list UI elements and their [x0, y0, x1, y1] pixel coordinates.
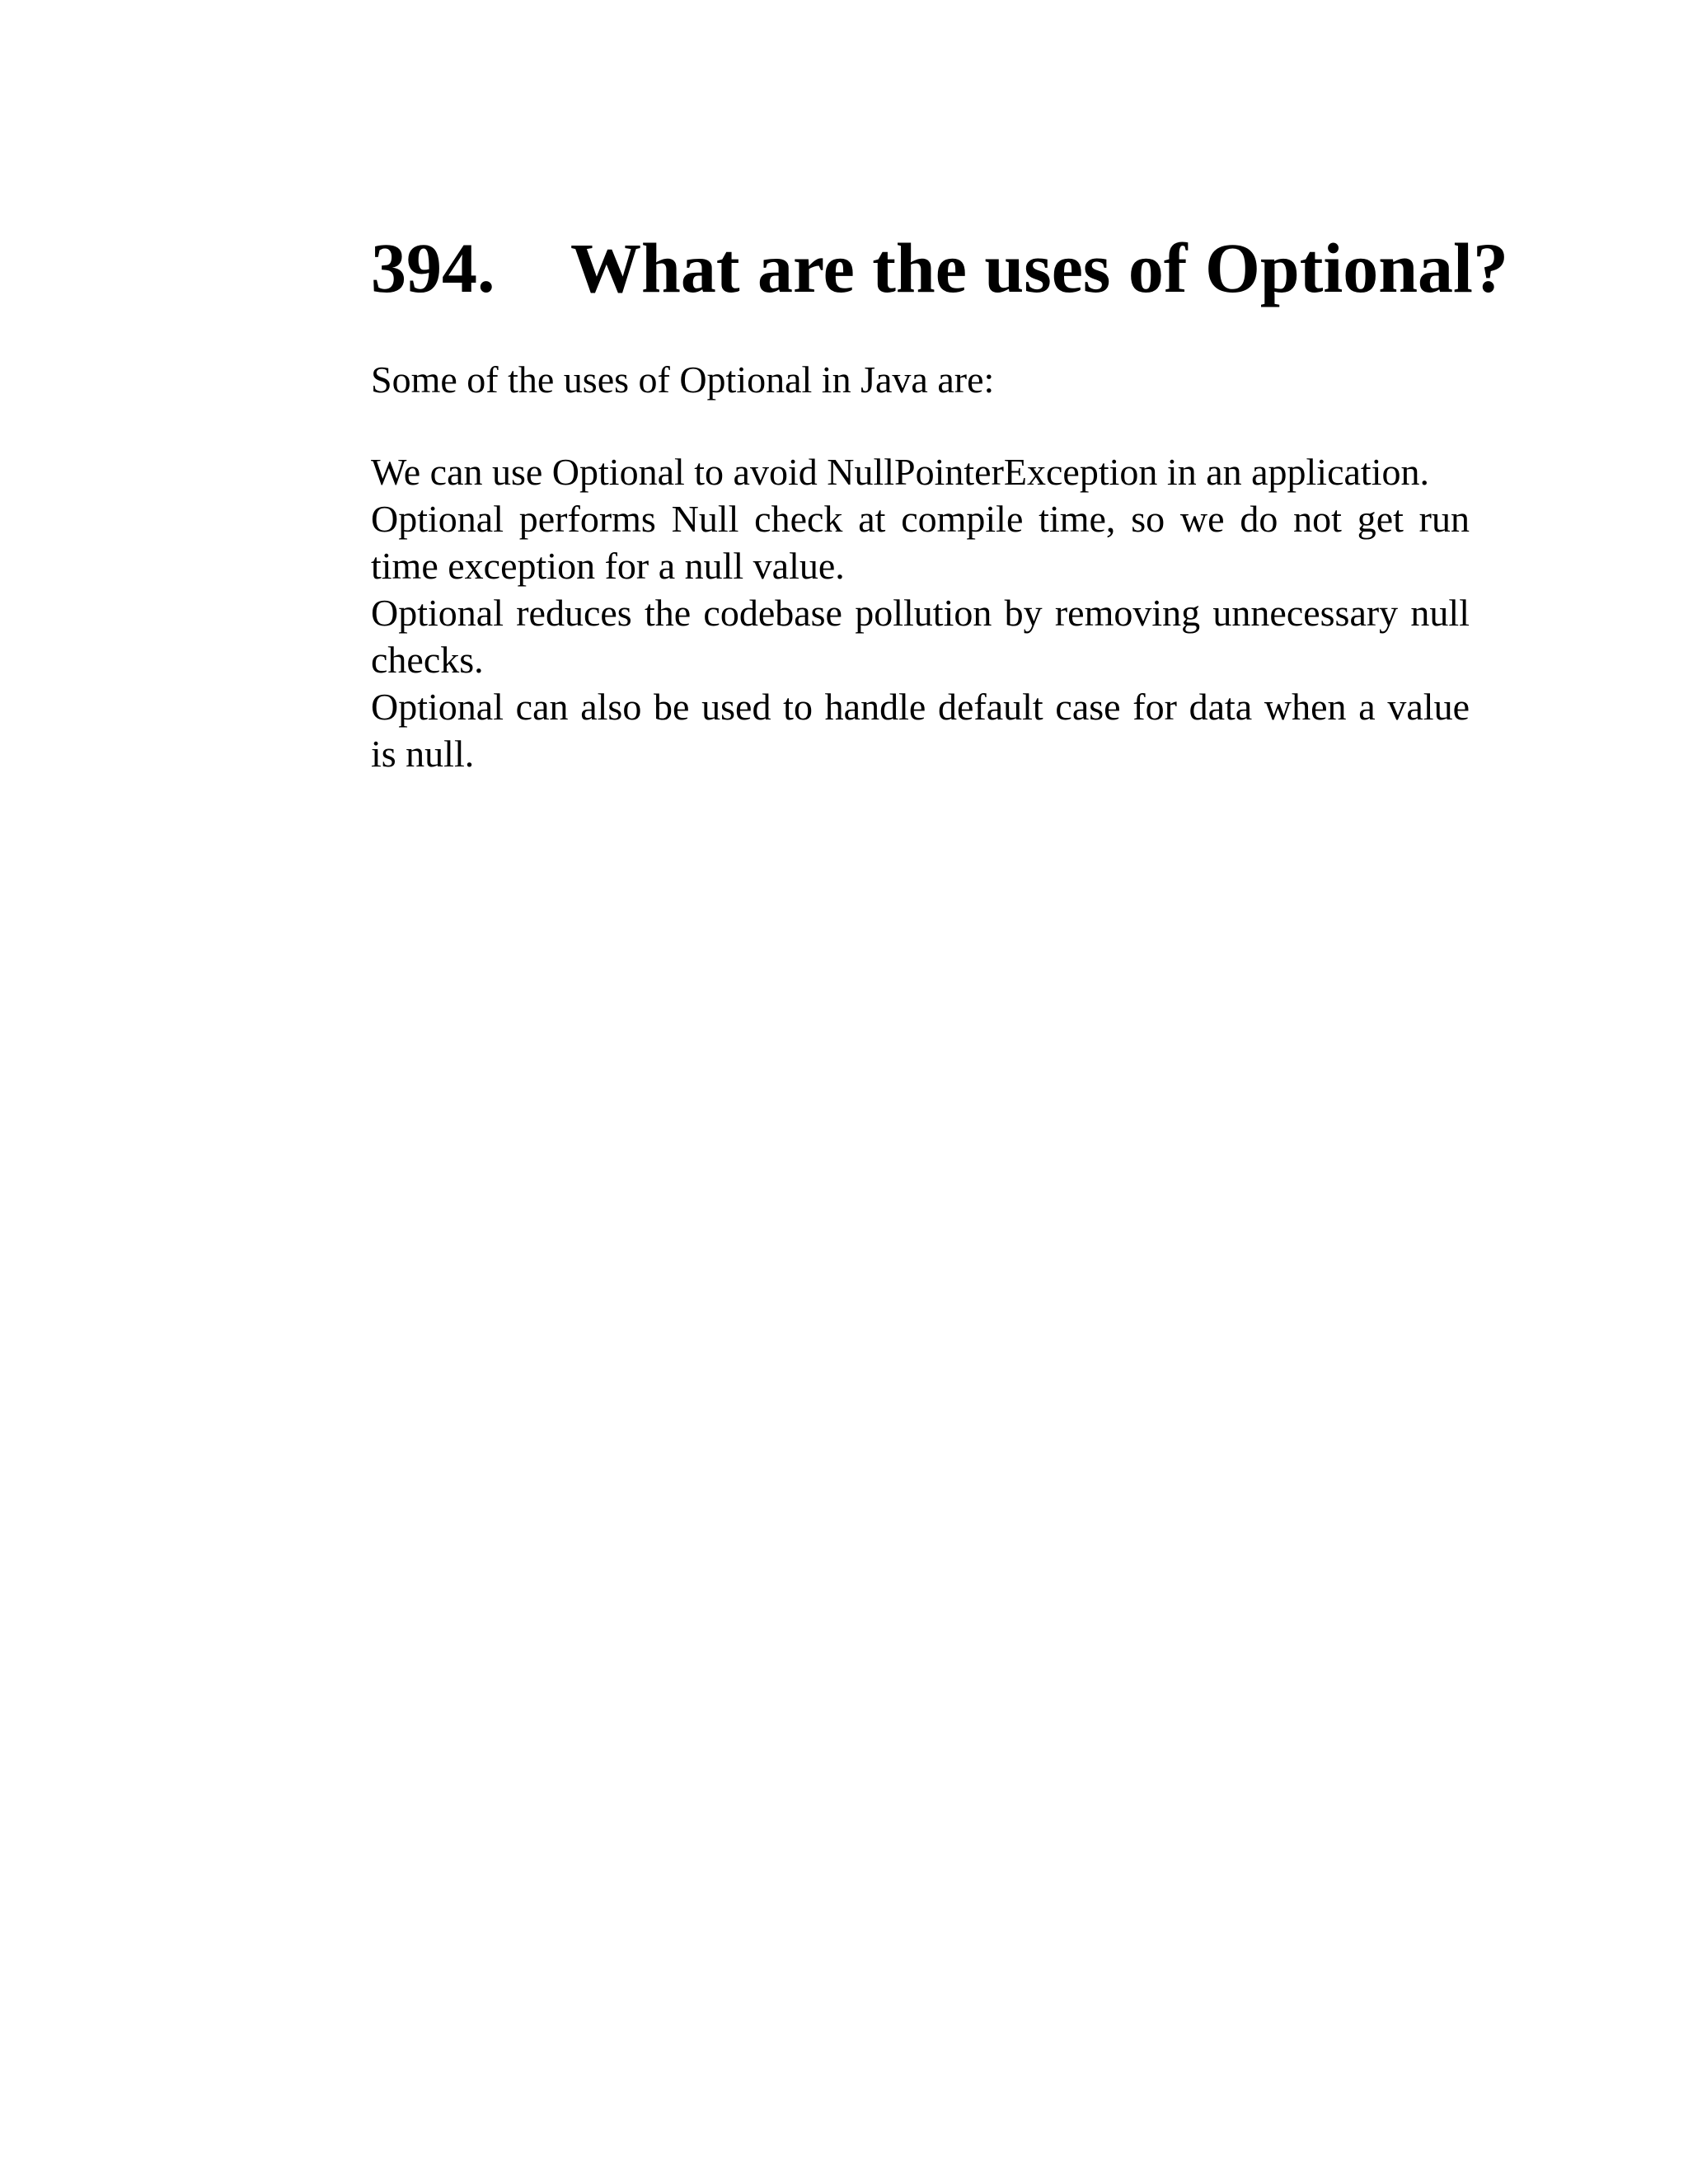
question-title: What are the uses of Optional? [570, 228, 1508, 307]
list-item: Optional can also be used to handle default case for data when a value is null. [371, 686, 1470, 775]
list-item: We can use Optional to avoid NullPointerException in an application. [371, 451, 1429, 493]
uses-list [371, 448, 1470, 777]
intro-paragraph: Some of the uses of Optional in Java are: [371, 359, 995, 401]
page-content [371, 223, 1508, 777]
list-item: Optional reduces the codebase pollution by removing unnecessary null checks. [371, 592, 1470, 681]
list-item: Optional performs Null check at compile time, so we do not get run time exception for a null value. [371, 498, 1470, 587]
question-heading [371, 223, 1508, 313]
question-number: 394. [371, 228, 495, 307]
